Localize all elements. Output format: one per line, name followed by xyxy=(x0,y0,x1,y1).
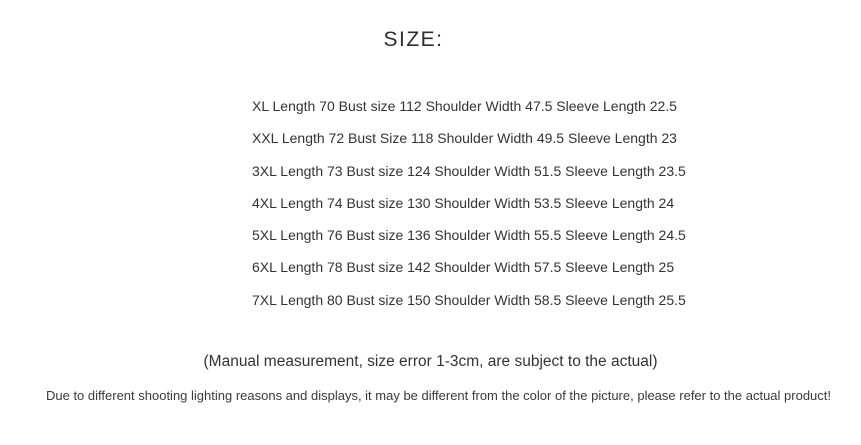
size-row-xl: XL Length 70 Bust size 112 Shoulder Width 47.5 Sleeve Length 22.5 xyxy=(252,98,677,114)
size-row-5xl: 5XL Length 76 Bust size 136 Shoulder Width 55.5 Sleeve Length 24.5 xyxy=(252,227,686,244)
color-disclaimer: Due to different shooting lighting reasons and displays, it may be different from the color of the picture, please refer to the actual product! xyxy=(45,388,832,403)
page-title: SIZE: xyxy=(383,28,444,51)
size-row-3xl: 3XL Length 73 Bust size 124 Shoulder Width 51.5 Sleeve Length 23.5 xyxy=(252,162,686,179)
measurement-note: (Manual measurement, size error 1-3cm, are subject to the actual) xyxy=(203,353,658,370)
size-list xyxy=(252,90,686,316)
size-row-7xl: 7XL Length 80 Bust size 150 Shoulder Width 58.5 Sleeve Length 25.5 xyxy=(252,291,686,308)
size-row-4xl: 4XL Length 74 Bust size 130 Shoulder Width 53.5 Sleeve Length 24 xyxy=(252,194,675,211)
size-row-6xl: 6XL Length 78 Bust size 142 Shoulder Width 57.5 Sleeve Length 25 xyxy=(252,259,675,276)
size-row-xxl: XXL Length 72 Bust Size 118 Shoulder Width 49.5 Sleeve Length 23 xyxy=(252,130,677,147)
